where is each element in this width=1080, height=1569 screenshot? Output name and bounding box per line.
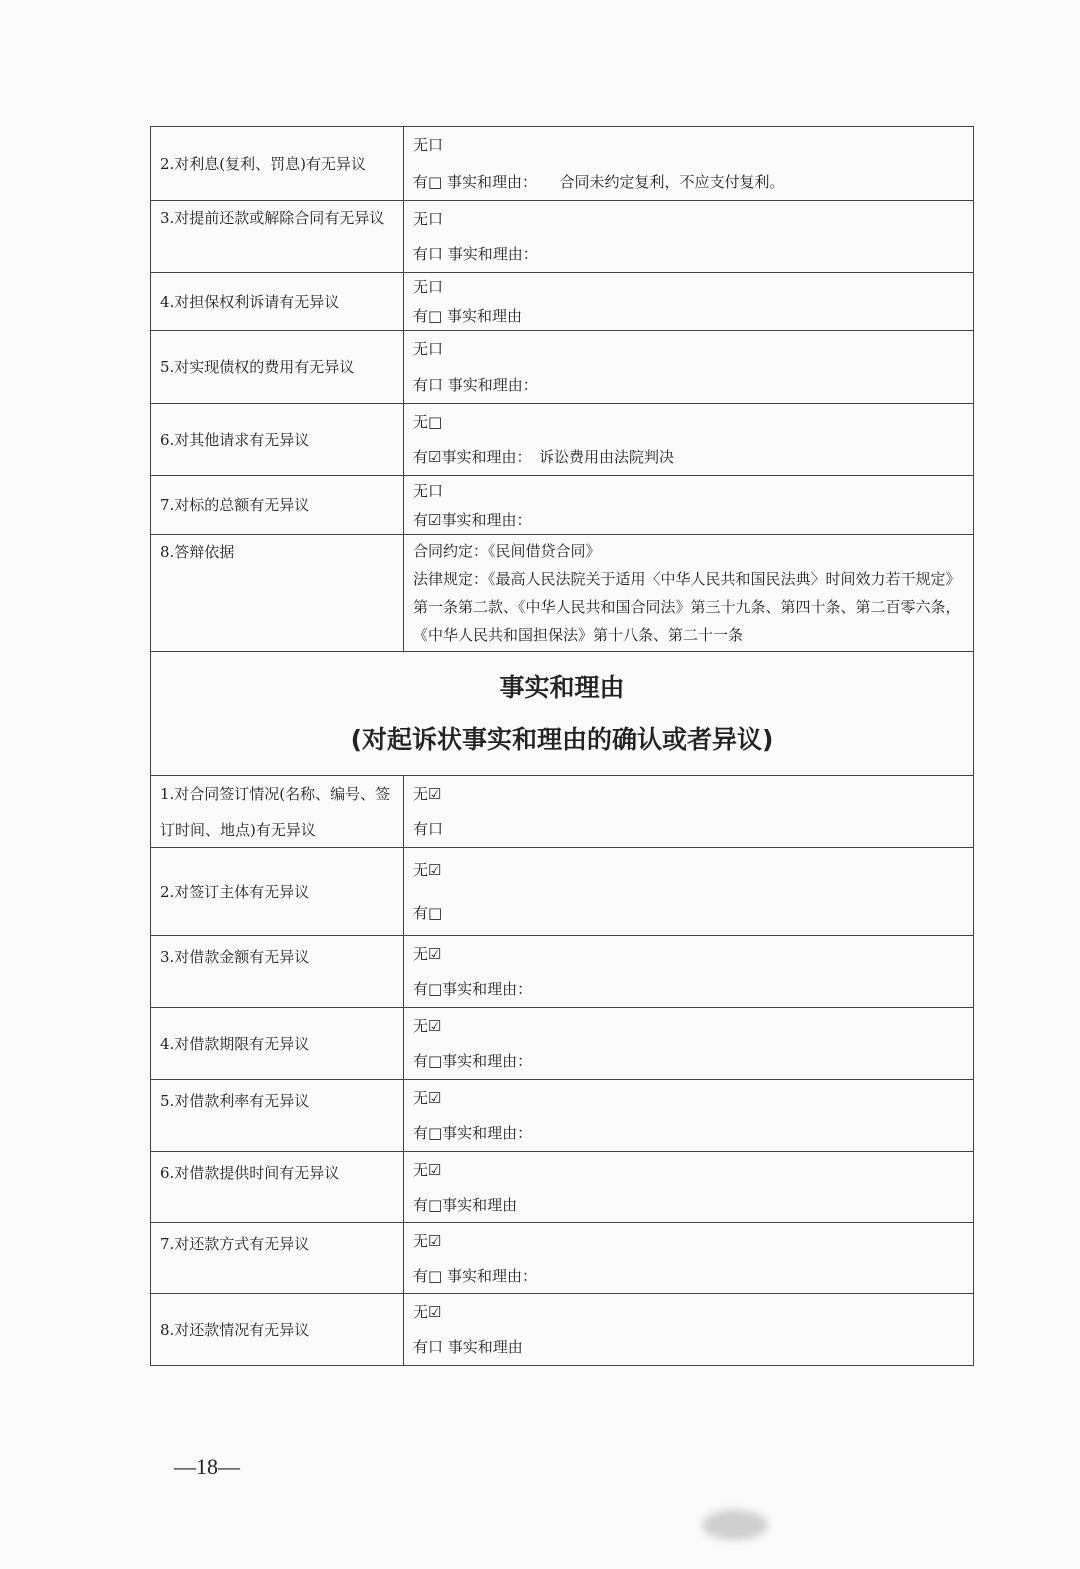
option-none: 无口	[413, 481, 444, 500]
option-has: 有□事实和理由：	[413, 1124, 533, 1143]
row-label: 2.对签订主体有无异议	[151, 848, 404, 935]
table-row	[151, 127, 973, 201]
option-none: 无☑	[413, 784, 442, 803]
option-has: 有口	[413, 820, 444, 839]
row-label: 8.对还款情况有无异议	[151, 1294, 404, 1365]
table-row	[151, 936, 973, 1008]
row-label: 7.对还款方式有无异议	[151, 1223, 404, 1293]
row-label: 6.对借款提供时间有无异议	[151, 1152, 404, 1222]
defense-form-table	[150, 126, 974, 1366]
row-label: 5.对借款利率有无异议	[151, 1080, 404, 1151]
option-none: 无☑	[413, 1088, 442, 1107]
section-subtitle: (对起诉状事实和理由的确认或者异议)	[350, 724, 774, 754]
table-row	[151, 1294, 973, 1366]
option-none: 无□	[413, 412, 443, 431]
table-row	[151, 331, 973, 404]
option-none: 无☑	[413, 1231, 442, 1250]
option-none: 无☑	[413, 1016, 442, 1035]
row-options	[404, 201, 973, 272]
table-row	[151, 201, 973, 273]
section-header	[151, 652, 973, 776]
option-none: 无☑	[413, 1160, 442, 1179]
row-options	[404, 476, 973, 534]
table-row	[151, 1223, 973, 1294]
row-options	[404, 331, 973, 403]
row-label: 4.对担保权利诉请有无异议	[151, 273, 404, 330]
row-options	[404, 936, 973, 1007]
option-has: 有☑事实和理由：	[413, 510, 532, 529]
table-row-basis	[151, 535, 973, 652]
contract-basis: 合同约定：《民间借贷合同》	[413, 542, 601, 560]
row-label: 2.对利息(复利、罚息)有无异议	[151, 127, 404, 200]
option-none: 无☑	[413, 1302, 442, 1321]
table-row	[151, 273, 973, 331]
table-row	[151, 404, 973, 476]
table-row	[151, 476, 973, 535]
option-none: 无☑	[413, 944, 442, 963]
row-label: 5.对实现债权的费用有无异议	[151, 331, 404, 403]
option-has: 有☑事实和理由： 诉讼费用由法院判决	[413, 448, 674, 467]
option-has: 有口 事实和理由：	[413, 376, 538, 394]
row-options	[404, 127, 973, 200]
option-none: 无口	[413, 278, 444, 297]
table-row	[151, 776, 973, 848]
basis-text	[404, 535, 973, 651]
row-options	[404, 404, 973, 475]
page-number: —18—	[174, 1454, 240, 1479]
legal-basis: 法律规定：《最高人民法院关于适用〈中华人民共和国民法典〉时间效力若干规定》第一条第二款、《中华人民共和国合同法》第三十九条、第四十条、第二百零六条，《中华人民共和国担保法》第十八条、第二十一条	[413, 570, 961, 644]
table-row	[151, 1008, 973, 1080]
option-has: 有□事实和理由	[413, 1195, 518, 1214]
row-options	[404, 1152, 973, 1222]
row-options	[404, 1080, 973, 1151]
table-row	[151, 1152, 973, 1223]
row-label: 7.对标的总额有无异议	[151, 476, 404, 534]
option-none: 无☑	[413, 860, 442, 879]
option-none: 无口	[413, 136, 444, 155]
option-has: 有□ 事实和理由：	[413, 1266, 537, 1285]
table-row	[151, 1080, 973, 1152]
row-label: 6.对其他请求有无异议	[151, 404, 404, 475]
section-title: 事实和理由	[499, 672, 625, 702]
option-has: 有□事实和理由：	[413, 980, 533, 999]
option-has: 有口 事实和理由：	[413, 245, 538, 264]
option-has: 有□ 事实和理由： 合同未约定复利，不应支付复利。	[413, 172, 785, 191]
option-has: 有□	[413, 904, 443, 923]
row-options	[404, 848, 973, 935]
row-label: 1.对合同签订情况(名称、编号、签订时间、地点)有无异议	[151, 776, 404, 847]
row-options	[404, 1008, 973, 1079]
option-has: 有口 事实和理由	[413, 1338, 523, 1357]
row-label: 3.对借款金额有无异议	[151, 936, 404, 1007]
row-label: 4.对借款期限有无异议	[151, 1008, 404, 1079]
table-row	[151, 848, 973, 936]
row-label: 3.对提前还款或解除合同有无异议	[151, 201, 404, 272]
option-none: 无口	[413, 209, 444, 228]
option-none: 无口	[413, 340, 444, 358]
scan-smudge	[702, 1510, 768, 1540]
row-options	[404, 273, 973, 330]
row-options	[404, 776, 973, 847]
row-label: 8.答辩依据	[151, 535, 404, 651]
row-options	[404, 1294, 973, 1365]
row-options	[404, 1223, 973, 1293]
option-has: 有□事实和理由：	[413, 1052, 533, 1071]
option-has: 有□ 事实和理由	[413, 306, 522, 325]
